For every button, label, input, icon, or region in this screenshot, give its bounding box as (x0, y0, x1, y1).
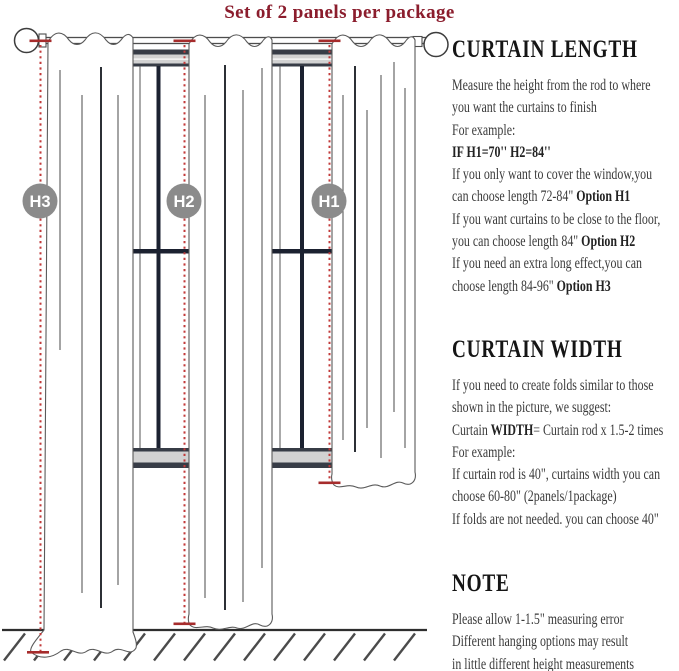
paragraph-line: If you need to create folds similar to those (452, 377, 654, 394)
section-note (452, 570, 679, 671)
paragraph-line: choose 60-80" (2panels/1package) (452, 488, 617, 506)
paragraph-line: For example: (452, 121, 516, 139)
window-mullion-left (157, 66, 161, 449)
section-body (452, 375, 679, 531)
window-mullion-right (300, 66, 304, 449)
paragraph-line: If you only want to cover the window,you (452, 166, 653, 184)
paragraph-line: If you want curtains to be close to the floor, (452, 210, 661, 228)
curtain-panel-h2 (188, 35, 272, 629)
h1-badge-label: H1 (318, 193, 340, 211)
curtain-panel-h1 (332, 35, 416, 488)
paragraph-line: Please allow 1-1.5" measuring error (452, 611, 624, 628)
paragraph-line: Different hanging options may result (452, 633, 629, 651)
section-body (452, 75, 679, 298)
paragraph-line: choose length 84-96" Option H3 (452, 277, 611, 295)
paragraph-line: Curtain WIDTH= Curtain rod x 1.5-2 times (452, 421, 664, 439)
paragraph-line: If curtain rod is 40", curtains width you can (452, 466, 661, 484)
paragraph-line: in little different height measurements (452, 655, 635, 671)
window-crossbar-right (268, 249, 336, 254)
paragraph-line: can choose length 72-84" Option H1 (452, 188, 631, 206)
paragraph-line: shown in the picture, we suggest: (452, 399, 612, 417)
section-curtain-length (452, 36, 679, 298)
curtain-panel-h3 (31, 33, 137, 657)
paragraph-line: IF H1=70'' H2=84'' (452, 143, 551, 161)
h2-badge-label: H2 (173, 193, 195, 211)
section-heading: NOTE (452, 570, 510, 597)
paragraph-line: Measure the height from the rod to where (452, 77, 651, 94)
h3-badge-label: H3 (29, 193, 51, 211)
rod-finial-right (424, 33, 448, 57)
paragraph-line: you can choose length 84" Option H2 (452, 233, 636, 251)
paragraph-line: For example: (452, 443, 516, 461)
paragraph-line: If you need an extra long effect,you can (452, 255, 642, 273)
section-body (452, 609, 679, 671)
page-title: Set of 2 panels per package (224, 2, 455, 23)
section-heading: CURTAIN WIDTH (452, 336, 623, 363)
paragraph-line: If folds are not needed. you can choose 40" (452, 510, 659, 528)
section-curtain-width (452, 336, 679, 531)
paragraph-line: you want the curtains to finish (452, 99, 597, 117)
section-heading: CURTAIN LENGTH (452, 36, 638, 63)
